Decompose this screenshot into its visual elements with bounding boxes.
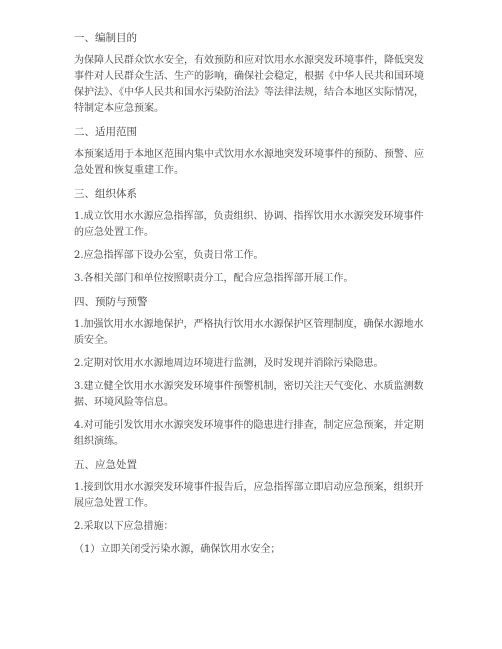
paragraph: 1.成立饮用水水源应急指挥部，负责组织、协调、指挥饮用水水源突发环境事件的应急处置工作。 — [74, 211, 424, 238]
paragraph: 1.加强饮用水水源地保护，严格执行饮用水水源保护区管理制度，确保水源地水质安全。 — [74, 319, 424, 346]
paragraph: 2.应急指挥部下设办公室，负责日常工作。 — [74, 250, 264, 261]
document-page — [74, 30, 430, 565]
section-heading: 二、适用范围 — [74, 126, 137, 138]
section-heading: 三、组织体系 — [74, 188, 137, 200]
section-purpose — [74, 30, 430, 117]
section-heading: 五、应急处置 — [74, 459, 137, 471]
section-scope — [74, 124, 430, 179]
paragraph: 3.各相关部门和单位按照职责分工，配合应急指挥部开展工作。 — [74, 273, 354, 284]
paragraph: 3.建立健全饮用水水源突发环境事件预警机制，密切关注天气变化、水质监测数据、环境风险等信息。 — [74, 381, 424, 408]
section-heading: 四、预防与预警 — [74, 296, 148, 308]
section-prevention-warning — [74, 294, 430, 450]
paragraph: 1.接到饮用水水源突发环境事件报告后，应急指挥部立即启动应急预案，组织开展应急处置工作。 — [74, 482, 424, 509]
section-heading: 一、编制目的 — [74, 32, 137, 44]
paragraph: 4.对可能引发饮用水水源突发环境事件的隐患进行排查，制定应急预案，并定期组织演练。 — [74, 420, 424, 447]
section-emergency-response — [74, 457, 430, 558]
section-organization — [74, 186, 430, 287]
paragraph: （1）立即关闭受污染水源，确保饮用水安全； — [74, 544, 281, 555]
paragraph: 2.定期对饮用水水源地周边环境进行监测，及时发现并消除污染隐患。 — [74, 358, 384, 369]
paragraph: 本预案适用于本地区范围内集中式饮用水水源地突发环境事件的预防、预警、应急处置和恢复重建工作。 — [74, 149, 424, 176]
paragraph: 为保障人民群众饮水安全，有效预防和应对饮用水水源突发环境事件，降低突发事件对人民群众生活、生产的影响，确保社会稳定，根据《中华人民共和国环境保护法》、《中华人民共和国水污染防治法》等法律法规，结合本地区实际情况，特制定本应急预案。 — [74, 55, 424, 114]
paragraph: 2.采取以下应急措施： — [74, 521, 174, 532]
